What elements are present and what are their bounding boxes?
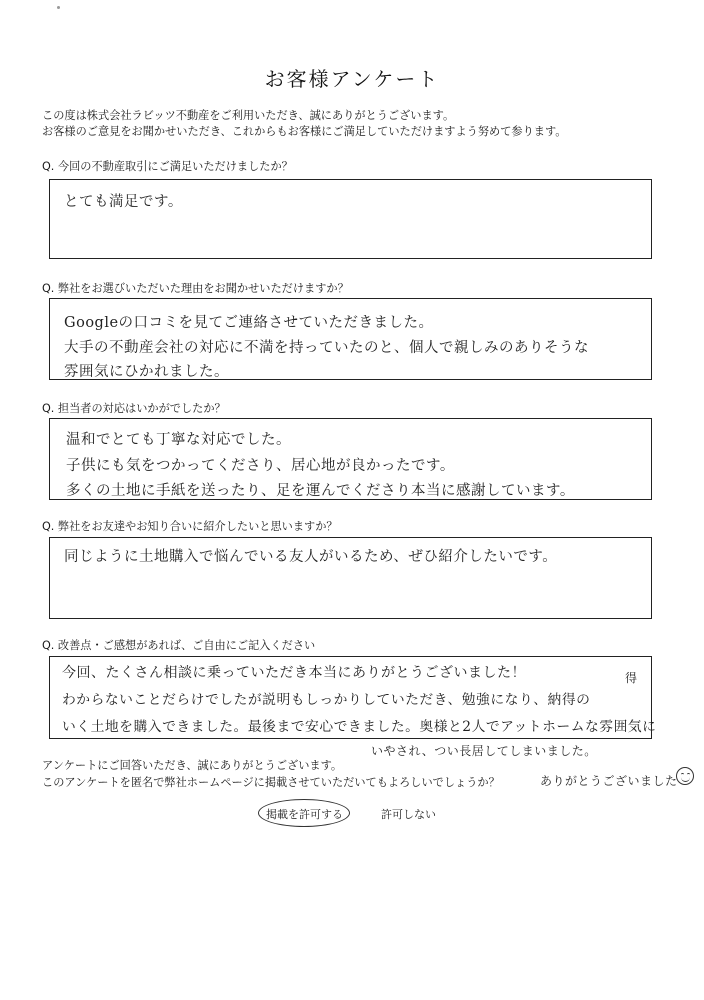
question-5-label: Q. 改善点・ご感想があれば、ご自由にご記入ください [42, 639, 316, 652]
question-2-label: Q. 弊社をお選びいただいた理由をお聞かせいただけますか？ [42, 282, 349, 295]
page-title: お客様アンケート [264, 67, 440, 91]
footer-thanks-line: アンケートにご回答いただき、誠にありがとうございます。 [42, 759, 343, 772]
question-4-label: Q. 弊社をお友達やお知り合いに紹介したいと思いますか？ [42, 520, 338, 533]
answer-3-line-3: 多くの土地に手紙を送ったり、足を運んでくださり本当に感謝しています。 [66, 483, 575, 499]
answer-3-line-1: 温和でとても丁寧な対応でした。 [66, 432, 291, 448]
option-allow-publish[interactable]: 掲載を許可する [266, 808, 343, 821]
option-deny-publish[interactable]: 許可しない [381, 808, 436, 821]
footer-consent-question: このアンケートを匿名で弊社ホームページに掲載させていただいてもよろしいでしょうか？ [42, 776, 500, 789]
answer-5-insert-char: 得 [625, 671, 638, 685]
answer-2-line-3: 雰囲気にひかれました。 [64, 364, 229, 380]
scan-speck [57, 6, 60, 9]
answer-5-overflow: いやされ、つい長居してしまいました。 [371, 744, 597, 758]
smiley-face-icon [676, 767, 694, 785]
answer-2-line-2: 大手の不動産会社の対応に不満を持っていたのと、個人で親しみのありそうな [64, 340, 589, 356]
handwritten-thanks: ありがとうございました [540, 774, 678, 788]
question-3-label: Q. 担当者の対応はいかがでしたか？ [42, 402, 226, 415]
answer-5-line-3: いく土地を購入できました。最後まで安心できました。奥様と2人でアットホームな雰囲気に [62, 719, 657, 735]
answer-5-line-1: 今回、たくさん相談に乗っていただき本当にありがとうございました！ [62, 665, 526, 681]
answer-5-line-2: わからないことだらけでしたが説明もしっかりしていただき、勉強になり、納得の [62, 692, 591, 708]
answer-4-line-1: 同じように土地購入で悩んでいる友人がいるため、ぜひ紹介したいです。 [64, 549, 558, 565]
answer-3-line-2: 子供にも気をつかってくださり、居心地が良かったです。 [66, 458, 455, 474]
question-1-label: Q. 今回の不動産取引にご満足いただけましたか？ [42, 160, 293, 173]
intro-line-1: この度は株式会社ラビッツ不動産をご利用いただき、誠にありがとうございます。 [42, 109, 455, 122]
answer-2-line-1: Googleの口コミを見てご連絡させていただきました。 [64, 315, 434, 331]
intro-line-2: お客様のご意見をお聞かせいただき、これからもお客様にご満足していただけますよう努めて参ります。 [42, 125, 567, 138]
answer-1-line-1: とても満足です。 [64, 194, 183, 210]
